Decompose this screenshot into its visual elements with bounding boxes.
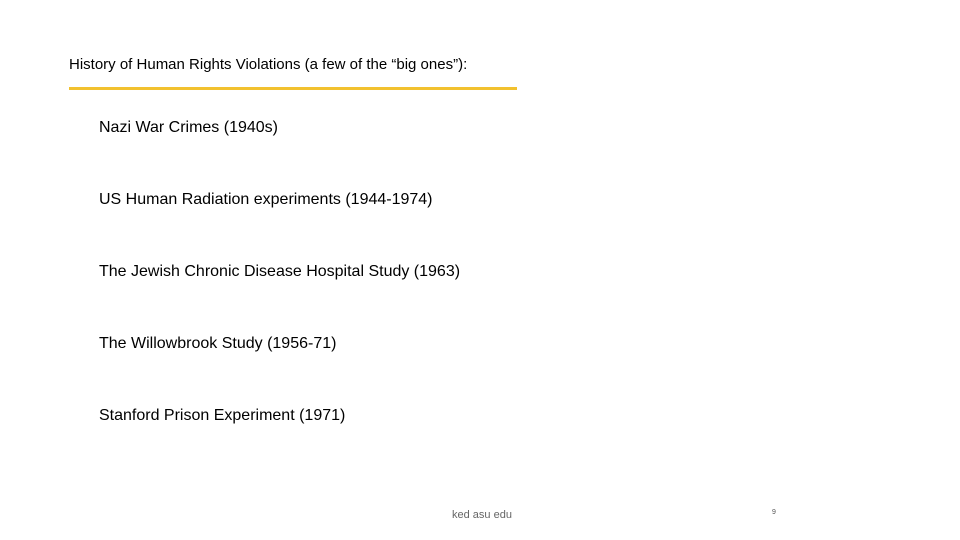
- list-item: The Jewish Chronic Disease Hospital Study (1963): [99, 263, 461, 280]
- footer-url: ked asu edu: [452, 509, 512, 521]
- list-item: Nazi War Crimes (1940s): [99, 119, 278, 136]
- title-underline: [69, 87, 517, 90]
- list-item: Stanford Prison Experiment (1971): [99, 407, 346, 424]
- violations-list: [99, 118, 460, 478]
- slide-title: History of Human Rights Violations (a few of the “big ones”):: [69, 56, 468, 73]
- page-number: 9: [772, 509, 776, 516]
- list-item: The Willowbrook Study (1956-71): [99, 335, 337, 352]
- list-item: US Human Radiation experiments (1944-1974): [99, 191, 433, 208]
